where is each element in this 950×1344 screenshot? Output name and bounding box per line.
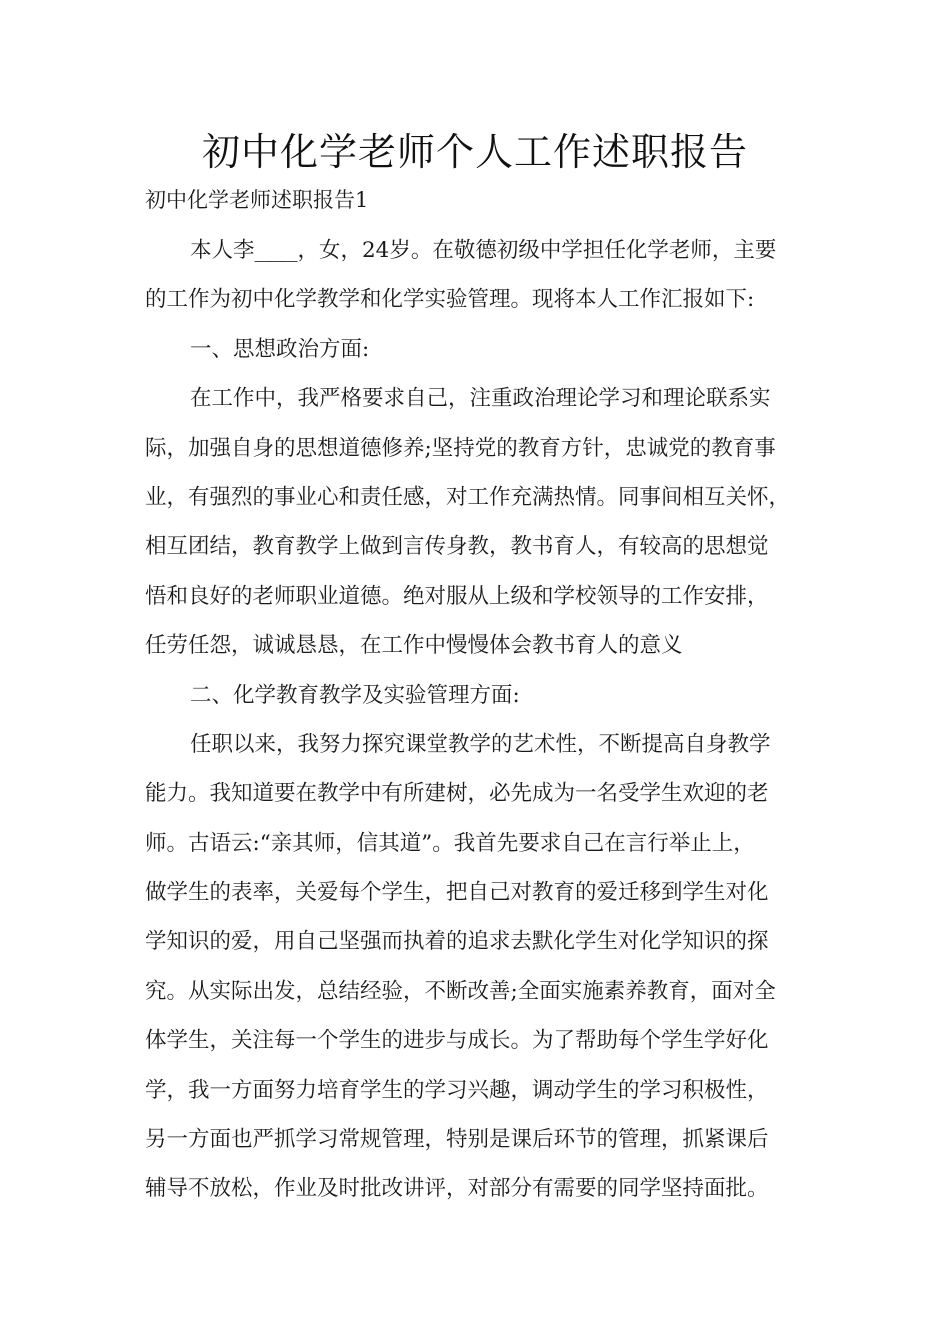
document-subtitle: 初中化学老师述职报告1 <box>145 188 369 212</box>
paragraph-line: 能力。我知道要在教学中有所建树，必先成为一名受学生欢迎的老 <box>145 781 769 807</box>
section-heading: 一、思想政治方面: <box>190 336 370 362</box>
paragraph-line: 悟和良好的老师职业道德。绝对服从上级和学校领导的工作安排， <box>145 583 769 609</box>
paragraph-line: 际，加强自身的思想道德修养;坚持党的教育方针，忠诚党的教育事 <box>145 435 776 461</box>
paragraph-line: 究。从实际出发，总结经验，不断改善;全面实施素养教育，面对全 <box>145 978 776 1004</box>
section-heading: 二、化学教育教学及实验管理方面: <box>190 682 520 708</box>
paragraph-line: 学知识的爱，用自己坚强而执着的追求去默化学生对化学知识的探 <box>145 929 769 955</box>
paragraph-line: 体学生，关注每一个学生的进步与成长。为了帮助每个学生学好化 <box>145 1028 769 1054</box>
paragraph-line: 任劳任怨，诚诚恳恳，在工作中慢慢体会教书育人的意义 <box>145 633 683 659</box>
paragraph-line: 任职以来，我努力探究课堂教学的艺术性，不断提高自身教学 <box>190 731 771 757</box>
paragraph-line: 另一方面也严抓学习常规管理，特别是课后环节的管理，抓紧课后 <box>145 1127 769 1153</box>
paragraph-line: 本人李____，女，24岁。在敬德初级中学担任化学老师，主要 <box>190 238 777 263</box>
paragraph-line: 相互团结，教育教学上做到言传身教，教书育人，有较高的思想觉 <box>145 534 769 560</box>
paragraph-line: 师。古语云:“亲其师，信其道”。我首先要求自己在言行举止上， <box>145 830 755 856</box>
document-body <box>145 226 835 1214</box>
paragraph-line: 在工作中，我严格要求自己，注重政治理论学习和理论联系实 <box>190 386 771 412</box>
paragraph-line: 学，我一方面努力培育学生的学习兴趣，调动学生的学习积极性， <box>145 1077 769 1103</box>
paragraph-line: 的工作为初中化学教学和化学实验管理。现将本人工作汇报如下: <box>145 287 755 313</box>
paragraph-line: 业，有强烈的事业心和责任感，对工作充满热情。同事间相互关怀， <box>145 484 791 510</box>
paragraph-line: 做学生的表率，关爱每个学生，把自己对教育的爱迁移到学生对化 <box>145 880 769 906</box>
paragraph-line: 辅导不放松，作业及时批改讲评，对部分有需要的同学坚持面批。 <box>145 1176 769 1202</box>
document-title: 初中化学老师个人工作述职报告 <box>201 130 748 174</box>
